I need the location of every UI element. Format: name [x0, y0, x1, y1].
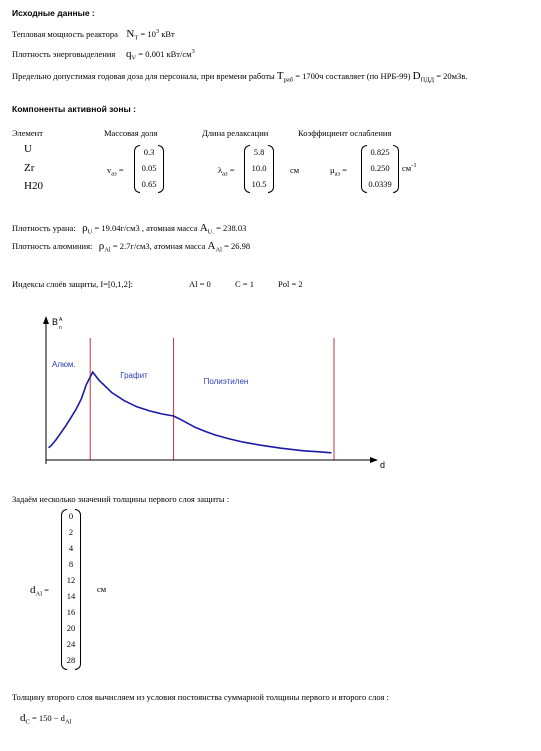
- energy-density-line: [12, 48, 195, 60]
- aluminium-A-value: = 26.98: [224, 241, 251, 251]
- lambda-az-symbol: λ: [218, 165, 223, 175]
- chart-root: [43, 316, 385, 470]
- x-axis-label: d: [380, 460, 386, 470]
- mu-az-symbol: μ: [330, 165, 335, 175]
- lambda-az-sub: аз: [222, 170, 228, 178]
- mu-unit-exp: -1: [411, 162, 417, 170]
- dose-text-c: = 20мЗв.: [436, 71, 468, 81]
- d-al-vector: [61, 509, 81, 670]
- aluminium-rho-sub: Al: [104, 246, 111, 254]
- v-az-label: $v_{аз}$ =: [107, 165, 124, 178]
- uranium-rho: ρ: [82, 222, 88, 234]
- mu-az-value-0: 0.825: [370, 147, 390, 157]
- d-al-value-6: 16: [66, 607, 76, 617]
- element-Zr: Zr: [24, 162, 35, 174]
- region-label-1: Графит: [120, 371, 148, 380]
- uranium-density-value: = 19.04г/см3 , атомная масса: [94, 223, 198, 233]
- dose-text-a: Предельно допустимая годовая доза для персонала, при времени работы: [12, 71, 275, 81]
- uranium-A-sub: U.: [207, 228, 214, 236]
- second-layer-formula: [20, 712, 71, 724]
- thickness-intro: Задаём несколько значений толщины первого слоя защиты :: [12, 494, 230, 504]
- dose-line: [12, 70, 467, 82]
- d-c-sub: C: [25, 718, 30, 726]
- lambda-unit: см: [290, 165, 300, 175]
- region-label-0: Алюм.: [52, 360, 76, 369]
- v-az-value-0: 0.3: [143, 147, 155, 157]
- y-axis-label-sub: n: [59, 325, 62, 331]
- reactor-power-unit: кВт: [161, 29, 175, 39]
- d-al-symbol: d: [30, 584, 36, 596]
- lambda-az-value-1: 10.0: [251, 163, 267, 173]
- reactor-power-eq: = 10: [140, 29, 156, 39]
- dose-D-sub: ПДД: [420, 76, 435, 84]
- energy-density-sub: V: [131, 54, 137, 62]
- d-al-unit: см: [97, 584, 107, 594]
- mu-az-vector: [361, 145, 399, 193]
- section-heading-core: Компоненты активной зоны :: [12, 104, 136, 114]
- aluminium-A-sub: Al: [215, 246, 222, 254]
- d-al-label: $d_{Al}$ =: [30, 584, 49, 598]
- col-relax-header: Длина релаксации: [202, 128, 269, 138]
- col-element-header: Элемент: [12, 128, 43, 138]
- mu-az-value-1: 0.250: [370, 163, 390, 173]
- dose-T-sub: раб: [283, 76, 294, 84]
- aluminium-density-value: = 2.7г/см3, атомная масса: [112, 241, 206, 251]
- d-c-rhs-sub: Al: [64, 718, 72, 726]
- buildup-factor-chart: [30, 310, 386, 475]
- reactor-power-symbol: N: [126, 28, 135, 40]
- mu-az-label: $\mu_{аз}$ =: [330, 165, 347, 178]
- second-layer-text: Толщину второго слоя вычисляем из условия постоянства суммарной толщины первого и второго слоя :: [12, 692, 389, 702]
- energy-density-eq: = 0.001 кВт/см: [138, 49, 192, 59]
- energy-density-label: Плотность энерговыделения: [12, 49, 116, 59]
- index-al: Al = 0: [189, 279, 211, 289]
- mu-unit: [402, 163, 417, 173]
- uranium-density-line: [12, 222, 246, 234]
- energy-density-symbol: q: [125, 48, 132, 60]
- mu-unit-text: см: [402, 163, 412, 173]
- mu-az-sub: аз: [334, 170, 341, 178]
- element-U: U: [24, 143, 32, 155]
- region-label-2: Полиэтилен: [203, 377, 249, 386]
- d-al-value-8: 24: [66, 639, 76, 649]
- x-axis-arrow: [370, 457, 378, 463]
- lambda-az-label: $\lambda_{аз}$ =: [218, 165, 235, 178]
- index-pol: Pol = 2: [278, 279, 303, 289]
- buildup-series-line: [49, 372, 332, 453]
- dose-T-symbol: T: [276, 70, 284, 82]
- aluminium-A: A: [207, 240, 216, 252]
- lambda-az-value-0: 5.8: [253, 147, 265, 157]
- lambda-az-value-2: 10.5: [251, 179, 267, 189]
- element-H20: H20: [24, 180, 43, 192]
- reactor-power-line: [12, 28, 175, 40]
- uranium-density-label: Плотность урана:: [12, 223, 76, 233]
- dose-D-symbol: D: [412, 70, 421, 82]
- v-az-vector: [134, 145, 164, 193]
- v-az-sub: аз: [111, 170, 117, 178]
- reactor-power-exp: 3: [155, 28, 160, 36]
- v-az-value-1: 0.05: [141, 163, 157, 173]
- col-atten-header: Коэффициент ослабления: [298, 128, 392, 138]
- d-al-value-0: 0: [68, 511, 74, 521]
- d-al-value-1: 2: [68, 527, 74, 537]
- index-c: C = 1: [235, 279, 254, 289]
- energy-density-exp: 3: [191, 48, 195, 56]
- v-az-value-2: 0.65: [141, 179, 157, 189]
- y-axis-label: B: [52, 317, 59, 327]
- col-mass-header: Массовая доля: [104, 128, 158, 138]
- d-c-rhs: = 150 − d: [31, 713, 65, 723]
- aluminium-density-label: Плотность алюминия:: [12, 241, 93, 251]
- d-al-value-9: 28: [66, 655, 76, 665]
- dose-text-b: = 1700ч составляет (по НРБ-99): [295, 71, 411, 81]
- d-al-value-4: 12: [66, 575, 76, 585]
- lambda-az-vector: [244, 145, 274, 193]
- reactor-power-label: Тепловая мощность реактора: [12, 29, 118, 39]
- y-axis-label-sup: A: [59, 317, 63, 323]
- aluminium-density-line: [12, 240, 250, 252]
- uranium-A: A: [199, 222, 208, 234]
- d-al-value-7: 20: [66, 623, 76, 633]
- v-az-symbol: v: [107, 165, 112, 175]
- mu-az-value-2: 0.0339: [368, 179, 392, 189]
- d-al-value-2: 4: [68, 543, 74, 553]
- uranium-rho-sub: U: [87, 228, 93, 236]
- layer-indices-label: Индексы слоёв защиты, I=[0,1,2]:: [12, 279, 134, 289]
- reactor-power-sub: T: [134, 34, 139, 42]
- d-al-sub: Al: [35, 590, 42, 598]
- uranium-A-value: = 238.03: [216, 223, 247, 233]
- d-al-value-5: 14: [66, 591, 76, 601]
- d-c-symbol: d: [20, 712, 26, 724]
- d-al-value-3: 8: [68, 559, 74, 569]
- section-heading-source: Исходные данные :: [12, 8, 95, 18]
- aluminium-rho: ρ: [98, 240, 105, 252]
- y-axis-arrow: [43, 316, 49, 324]
